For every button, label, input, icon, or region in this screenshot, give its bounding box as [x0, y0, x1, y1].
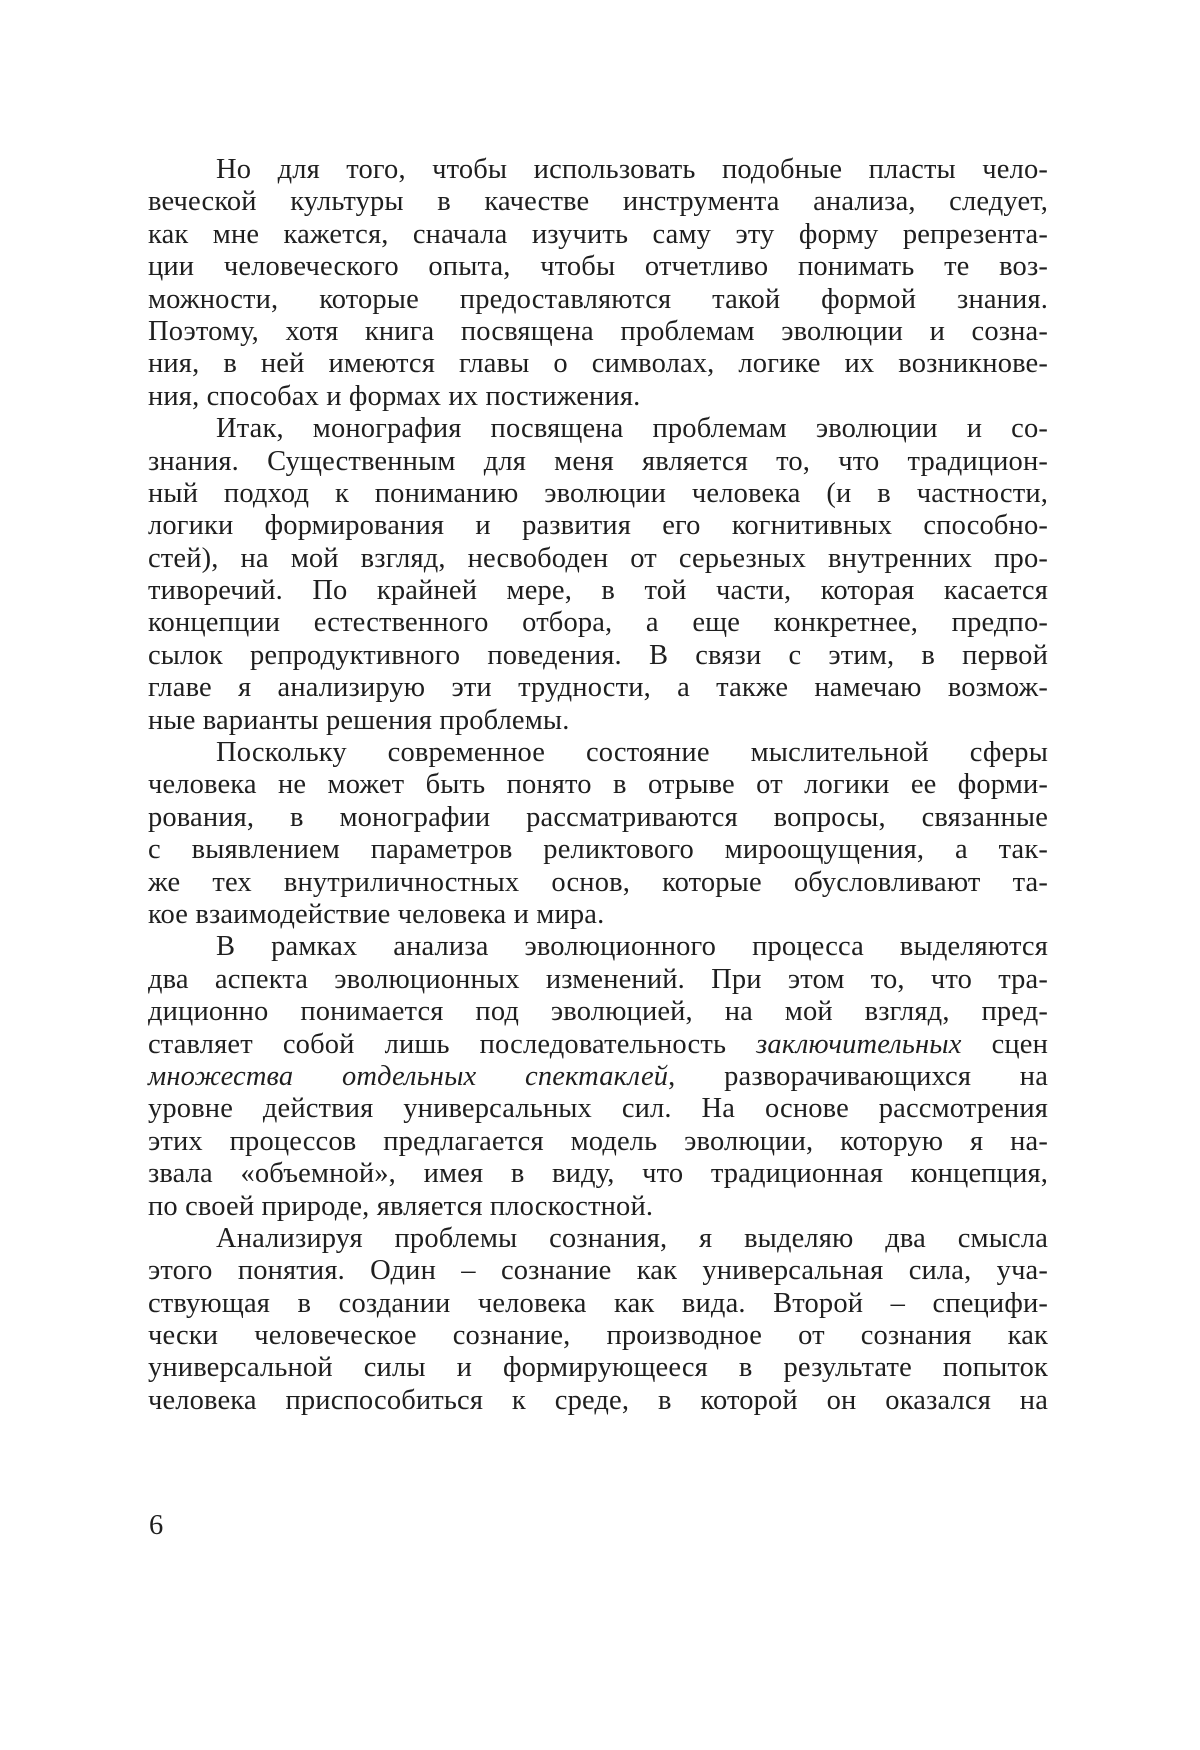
text-line: рования, в монографии рассматриваются вопросы, связанные [148, 801, 1048, 833]
text-line: можности, которые предоставляются такой формой знания. [148, 283, 1048, 315]
italic-text: множества отдельных спектаклей [148, 1060, 669, 1092]
text-line: как мне кажется, сначала изучить саму эту форму репрезента- [148, 218, 1048, 250]
text-line-with-italic [148, 1061, 1048, 1093]
text-line: этих процессов предлагается модель эволюции, которую я на- [148, 1125, 1048, 1157]
text-line: веческой культуры в качестве инструмента анализа, следует, [148, 186, 1048, 218]
text-segment: сцен [961, 1028, 1048, 1060]
text-line: стей), на мой взгляд, несвободен от серьезных внутренних про- [148, 542, 1048, 574]
text-line: Анализируя проблемы сознания, я выделяю два смысла [216, 1222, 1048, 1254]
text-line: этого понятия. Один – сознание как универсальная сила, уча- [148, 1255, 1048, 1287]
paragraph-4 [148, 931, 1048, 1223]
text-line: сылок репродуктивного поведения. В связи с этим, в первой [148, 639, 1048, 671]
text-line: два аспекта эволюционных изменений. При этом то, что тра- [148, 963, 1048, 995]
paragraph-1 [148, 154, 1048, 413]
text-line: диционно понимается под эволюцией, на мой взгляд, пред- [148, 996, 1048, 1028]
paragraph-5 [148, 1223, 1048, 1417]
text-line: знания. Существенным для меня является то, что традицион- [148, 445, 1048, 477]
text-line: ния, способах и формах их постижения. [148, 380, 641, 412]
text-line: Но для того, чтобы использовать подобные пласты чело- [216, 154, 1048, 185]
text-line: по своей природе, является плоскостной. [148, 1190, 654, 1222]
text-line: логики формирования и развития его когнитивных способно- [148, 510, 1048, 542]
text-line: ции человеческого опыта, чтобы отчетливо понимать те воз- [148, 251, 1048, 283]
text-segment: , разворачивающихся на [668, 1060, 1048, 1092]
text-line: Итак, монография посвящена проблемам эволюции и со- [216, 413, 1048, 445]
text-line: Поэтому, хотя книга посвящена проблемам эволюции и созна- [148, 315, 1048, 347]
paragraph-2 [148, 413, 1048, 737]
text-line: человека приспособиться к среде, в которой он оказался на [148, 1384, 1048, 1416]
text-line: главе я анализирую эти трудности, а также намечаю возмож- [148, 672, 1048, 704]
text-line: Поскольку современное состояние мыслительной сферы [216, 737, 1048, 769]
text-segment: ставляет собой лишь последовательность [148, 1028, 757, 1060]
text-line: кое взаимодействие человека и мира. [148, 898, 605, 930]
text-line: универсальной силы и формирующееся в результате попыток [148, 1352, 1048, 1384]
text-line: ствующая в создании человека как вида. Второй – специфи- [148, 1287, 1048, 1319]
text-line: с выявлением параметров реликтового мироощущения, а так- [148, 834, 1048, 866]
text-line: звала «объемной», имея в виду, что традиционная концепция, [148, 1158, 1048, 1190]
text-line: В рамках анализа эволюционного процесса выделяются [216, 931, 1048, 963]
text-line: ный подход к пониманию эволюции человека (и в частности, [148, 477, 1048, 509]
paragraph-3 [148, 737, 1048, 931]
text-line: человека не может быть понято в отрыве от логики ее форми- [148, 769, 1048, 801]
text-line: уровне действия универсальных сил. На основе рассмотрения [148, 1093, 1048, 1125]
text-line: ния, в ней имеются главы о символах, логике их возникнове- [148, 348, 1048, 380]
text-line-with-italic [148, 1029, 1048, 1061]
page-number: 6 [149, 1510, 164, 1541]
text-line: же тех внутриличностных основ, которые обусловливают та- [148, 866, 1048, 898]
text-line: чески человеческое сознание, производное от сознания как [148, 1320, 1048, 1352]
italic-text: заключительных [756, 1028, 962, 1060]
body-text [148, 154, 1048, 1417]
text-line: ные варианты решения проблемы. [148, 704, 570, 736]
text-line: тиворечий. По крайней мере, в той части, которая касается [148, 575, 1048, 607]
text-line: концепции естественного отбора, а еще конкретнее, предпо- [148, 607, 1048, 639]
